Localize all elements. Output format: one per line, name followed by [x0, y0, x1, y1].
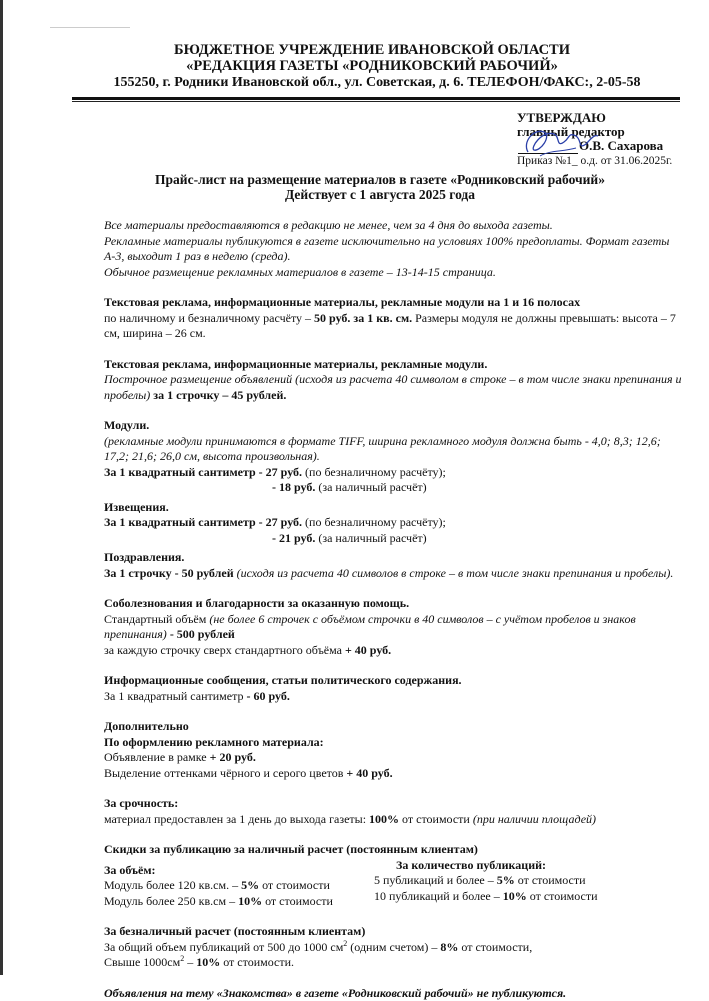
label: за каждую строчку сверх стандартного объёма — [104, 643, 345, 657]
section-greetings — [104, 550, 684, 581]
section-heading: Текстовая реклама, информационные материалы, рекламные модули на 1 и 16 полосах — [104, 295, 684, 311]
price: 27 руб. — [266, 465, 302, 479]
superscript: 2 — [180, 954, 184, 963]
section-heading: Дополнительно — [104, 719, 684, 735]
value: 10% — [238, 894, 262, 908]
section-notices — [104, 500, 684, 547]
section-text — [104, 372, 684, 403]
note: (рекламные модули принимаются в формате TIFF, ширина рекламного модуля должна быть - 4,0; 8,3; 12,6; 17,2; 21,6; 26,0 см, высота произвольная). — [104, 434, 684, 465]
price-line — [104, 480, 684, 496]
scan-edge — [0, 0, 3, 975]
volume-discounts — [104, 858, 374, 910]
section-heading: Информационные сообщения, статьи политического содержания. — [104, 673, 684, 689]
discount-item — [104, 878, 374, 894]
order-reference: Приказ №1_ о.д. от 31.06.2025г. — [517, 155, 672, 167]
price: За 1 строчку - 50 рублей — [104, 566, 234, 580]
intro-line: Обычное размещение рекламных материалов в газете – 13-14-15 страница. — [104, 265, 684, 281]
header-rule-thick — [72, 97, 680, 100]
price-line — [104, 566, 684, 582]
text: (по безналичному расчёту); — [302, 465, 446, 479]
handwritten-signature-icon — [520, 122, 600, 162]
price: 27 руб. — [266, 515, 302, 529]
text: от стоимости — [399, 812, 473, 826]
price: - 18 руб. — [272, 480, 315, 494]
section-heading: Соболезнования и благодарности за оказанную помощь. — [104, 596, 684, 612]
document-title — [100, 172, 660, 202]
price-line — [104, 465, 684, 481]
label: Стандартный объём — [104, 612, 209, 626]
value: 10% — [503, 889, 527, 903]
effective-date: Действует с 1 августа 2025 года — [100, 187, 660, 202]
section-text — [104, 311, 684, 342]
section-political — [104, 673, 684, 704]
text: Размеры модуля не должны превышать: высота – 7 см, ширина – 26 см. — [104, 311, 676, 341]
price-line — [104, 515, 684, 531]
discount-item — [104, 955, 684, 971]
section-subheading: По оформлению рекламного материала: — [104, 735, 684, 751]
note: (исходя из расчета 40 символов в строке – в том числе знаки препинания и пробелы). — [234, 566, 674, 580]
section-urgency — [104, 796, 684, 827]
letterhead — [72, 42, 672, 91]
section-heading: Текстовая реклама, информационные материалы, рекламные модули. — [104, 357, 684, 373]
intro-line: Все материалы предоставляются в редакцию не менее, чем за 4 дня до выхода газеты. — [104, 218, 684, 234]
price-list-body — [104, 218, 684, 1001]
section-condolences — [104, 596, 684, 658]
price: за 1 строчку – 45 рублей. — [150, 388, 286, 402]
note: (при наличии площадей) — [473, 812, 596, 826]
text: За общий объем публикаций от 500 до 1000 см — [104, 940, 343, 954]
text: (одним счетом) – — [347, 940, 440, 954]
discount-columns — [104, 858, 684, 910]
price-line — [104, 612, 684, 643]
price-line — [104, 689, 684, 705]
text: (за наличный расчёт) — [315, 480, 426, 494]
approve-label: УТВЕРЖДАЮ — [517, 111, 663, 125]
label: За 1 квадратный сантиметр - — [104, 465, 266, 479]
text: Модуль более 120 кв.см. – — [104, 878, 241, 892]
value: 5% — [497, 873, 515, 887]
text: (за наличный расчёт) — [315, 531, 426, 545]
price-line — [104, 643, 684, 659]
section-heading: Поздравления. — [104, 550, 684, 566]
note: Построчное размещение объявлений (исходя из расчета 40 символом в строке – в том числе знаки препинания и пробелы) — [104, 372, 682, 402]
header-rule-thin — [72, 101, 680, 102]
price-line — [104, 531, 684, 547]
text: от стоимости — [515, 873, 586, 887]
price: + 40 руб. — [346, 766, 392, 780]
text: материал предоставлен за 1 день до выхода газеты: — [104, 812, 369, 826]
address-phone: 155250, г. Родники Ивановской обл., ул. Советская, д. 6. ТЕЛЕФОН/ФАКС:, 2-05-58 — [82, 74, 672, 91]
value: 100% — [369, 812, 399, 826]
note: (не более 6 строчек с объёмом строчки в 40 символов – с учётом пробелов и знаков препинания) — [104, 612, 636, 642]
section-noncash-discounts — [104, 924, 684, 971]
approver-name: О.В. Сахарова — [517, 139, 663, 153]
section-heading: За безналичный расчет (постоянным клиентам) — [104, 924, 684, 940]
price-line — [104, 750, 684, 766]
label: За 1 квадратный сантиметр — [104, 689, 246, 703]
organization-name: БЮДЖЕТНОЕ УЧРЕЖДЕНИЕ ИВАНОВСКОЙ ОБЛАСТИ — [72, 42, 672, 58]
label: Выделение оттенками чёрного и серого цветов — [104, 766, 346, 780]
price: + 40 руб. — [345, 643, 391, 657]
section-text-ads-lines — [104, 357, 684, 404]
price: 50 руб. за 1 кв. см. — [314, 311, 412, 325]
price: - 21 руб. — [272, 531, 315, 545]
section-heading: Извещения. — [104, 500, 684, 516]
text: 10 публикаций и более – — [374, 889, 503, 903]
intro-line: Рекламные материалы публикуются в газете исключительно на условиях 100% предоплаты. Формат газеты А-3, выходит 1 раз в неделю (среда). — [104, 234, 684, 265]
value: 5% — [241, 878, 259, 892]
discount-item — [374, 873, 674, 889]
text: от стоимости, — [458, 940, 532, 954]
text: (по безналичному расчёту); — [302, 515, 446, 529]
approver-position: главный редактор — [517, 125, 663, 139]
section-text-ads-pages — [104, 295, 684, 342]
scan-artifact-line — [50, 27, 130, 28]
text: Модуль более 250 кв.см – — [104, 894, 238, 908]
section-heading: Скидки за публикацию за наличный расчет (постоянным клиентам) — [104, 842, 684, 858]
price-line — [104, 812, 684, 828]
section-additional — [104, 719, 684, 781]
value: 10% — [196, 955, 220, 969]
section-heading: За срочность: — [104, 796, 684, 812]
value: 8% — [440, 940, 458, 954]
column-heading: За количество публикаций: — [374, 858, 674, 874]
newspaper-name: «РЕДАКЦИЯ ГАЗЕТЫ «РОДНИКОВСКИЙ РАБОЧИЙ» — [72, 58, 672, 74]
section-cash-discounts — [104, 842, 684, 909]
discount-item — [104, 894, 374, 910]
intro-block — [104, 218, 684, 280]
section-modules — [104, 418, 684, 496]
title-line: Прайс-лист на размещение материалов в газете «Родниковский рабочий» — [100, 172, 660, 187]
discount-item — [104, 940, 684, 956]
text: – — [184, 955, 196, 969]
text: от стоимости. — [220, 955, 294, 969]
superscript: 2 — [343, 939, 347, 948]
text: 5 публикаций и более – — [374, 873, 497, 887]
price: - 60 руб. — [246, 689, 289, 703]
text: по наличному и безналичному расчёту – — [104, 311, 314, 325]
text: Свыше 1000см — [104, 955, 180, 969]
label: Объявление в рамке — [104, 750, 210, 764]
column-heading: За объём: — [104, 863, 374, 879]
text: от стоимости — [262, 894, 333, 908]
footer-note: Объявления на тему «Знакомства» в газете «Родниковский рабочий» не публикуются. — [104, 986, 684, 1001]
count-discounts — [374, 858, 674, 910]
price-line — [104, 766, 684, 782]
label: За 1 квадратный сантиметр - — [104, 515, 266, 529]
text: от стоимости — [527, 889, 598, 903]
price: + 20 руб. — [210, 750, 256, 764]
text: от стоимости — [259, 878, 330, 892]
price: - 500 рублей — [167, 627, 235, 641]
discount-item — [374, 889, 674, 905]
section-heading: Модули. — [104, 418, 684, 434]
